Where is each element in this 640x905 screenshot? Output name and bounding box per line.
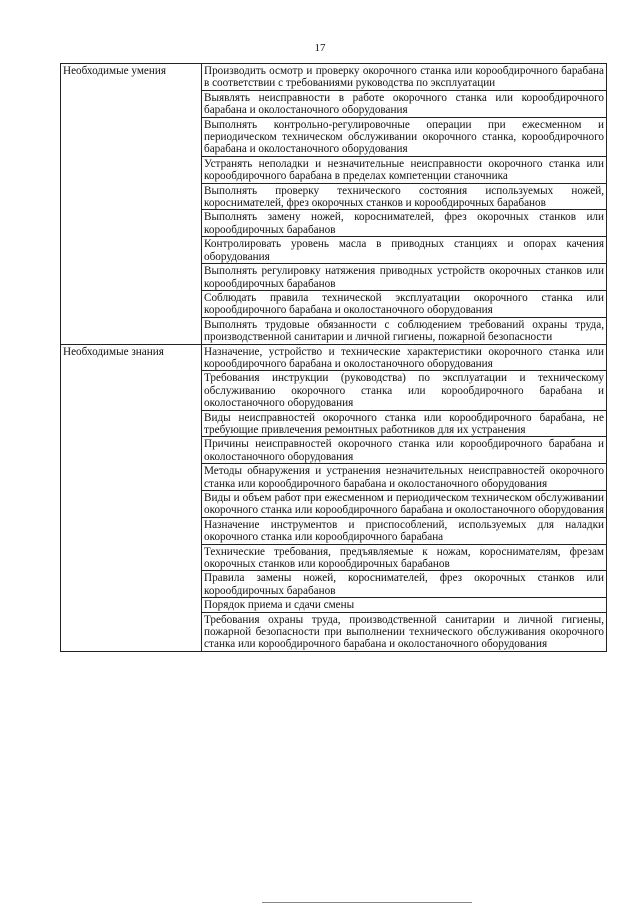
table-cell: Порядок приема и сдачи смены xyxy=(202,598,607,612)
table-cell: Производить осмотр и проверку окорочного станка или корообдирочного барабана в соответствии с требованиями руководства по эксплуатации xyxy=(202,64,607,91)
table-cell: Устранять неполадки и незначительные неисправности окорочного станка или корообдирочного барабана в пределах компетенции станочника xyxy=(202,156,607,183)
table-cell: Выявлять неисправности в работе окорочного станка или корообдирочного барабана и околостаночного оборудования xyxy=(202,90,607,117)
section-label: Необходимые знания xyxy=(61,344,202,651)
table-cell: Правила замены ножей, коросниматeлей, фрез окорочных станков или корообдирочных барабанов xyxy=(202,571,607,598)
table-cell: Выполнять замену ножей, коросниматeлей, фрез окорочных станков или корообдирочных барабанов xyxy=(202,210,607,237)
table-cell: Контролировать уровень масла в приводных станциях и опорах качения оборудования xyxy=(202,237,607,264)
table-cell: Причины неисправностей окорочного станка или корообдирочного барабана и околостаночного оборудования xyxy=(202,437,607,464)
table-cell: Методы обнаружения и устранения незначительных неисправностей окорочного станка или корообдирочного барабана и околостаночного оборудования xyxy=(202,464,607,491)
section-label: Необходимые умения xyxy=(61,64,202,345)
table-cell: Выполнять регулировку натяжения приводных устройств окорочных станков или корообдирочных барабанов xyxy=(202,264,607,291)
table-cell: Назначение, устройство и технические характеристики окорочного станка или корообдирочного барабана и околостаночного оборудования xyxy=(202,344,607,371)
table-cell: Виды неисправностей окорочного станка или корообдирочного барабана, не требующие привлечения ремонтных работников для их устранения xyxy=(202,410,607,437)
requirements-table xyxy=(60,63,607,652)
table-cell: Выполнять контрольно-регулировочные операции при ежесменном и периодическом техническом обслуживании окорочного станка, корообдирочного барабана и околостаночного оборудования xyxy=(202,117,607,156)
table-cell: Соблюдать правила технической эксплуатации окорочного станка или корообдирочного барабана и околостаночного оборудования xyxy=(202,290,607,317)
table-cell: Требования охраны труда, производственной санитарии и личной гигиены, пожарной безопасности при выполнении технического обслуживания окорочного станка или корообдирочного барабана и околостаночного оборудования xyxy=(202,612,607,651)
table-row xyxy=(61,344,607,371)
table-cell: Выполнять трудовые обязанности с соблюдением требований охраны труда, производственной санитарии и личной гигиены, пожарной безопасности xyxy=(202,317,607,344)
table-cell: Технические требования, предъявляемые к ножам, коросниматeлям, фрезам окорочных станков или корообдирочных барабанов xyxy=(202,544,607,571)
page-number: 17 xyxy=(314,42,326,54)
table-cell: Требования инструкции (руководства) по эксплуатации и техническому обслуживанию окорочного станка или корообдирочного барабана и околостаночного оборудования xyxy=(202,371,607,410)
table-row xyxy=(61,64,607,91)
table-cell: Выполнять проверку технического состояния используемых ножей, коросниматeлей, фрез окорочных станков и корообдирочных барабанов xyxy=(202,183,607,210)
table-cell: Виды и объем работ при ежесменном и периодическом техническом обслуживании окорочного станка или корообдирочного барабана и околостаночного оборудования xyxy=(202,491,607,518)
table-cell: Назначение инструментов и приспособлений, используемых для наладки окорочного станка или корообдирочного барабана xyxy=(202,517,607,544)
page-bottom-line xyxy=(262,902,472,903)
